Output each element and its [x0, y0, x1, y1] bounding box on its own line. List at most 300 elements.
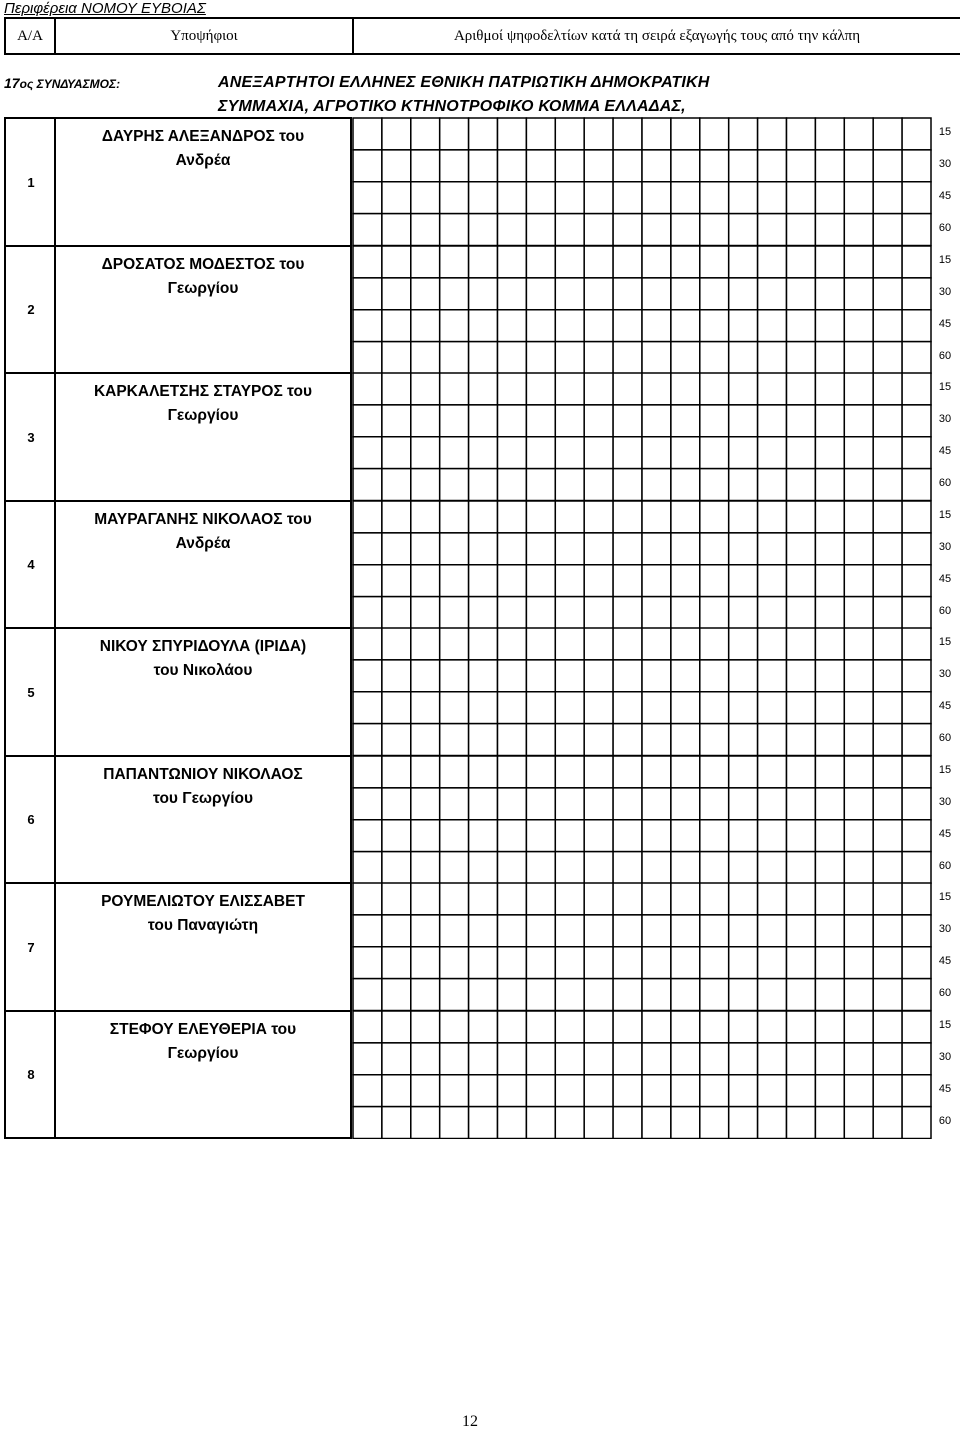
ballot-cell: [584, 405, 613, 437]
ballot-cell: [382, 182, 411, 214]
ballot-cell: [555, 533, 584, 565]
ballot-cell: [498, 1075, 527, 1107]
ballot-cell: [584, 469, 613, 501]
ballot-cell: [411, 628, 440, 660]
ballot-cell: [642, 788, 671, 820]
ballot-cell: [526, 883, 555, 915]
candidate-name-line1: ΔΡΟΣΑΤΟΣ ΜΟΔΕΣΤΟΣ του: [101, 256, 305, 273]
header-ballots: Αριθμοί ψηφοδελτίων κατά τη σειρά εξαγωγής τους από την κάλπη: [353, 18, 960, 54]
ballot-cell: [700, 724, 729, 756]
ballot-cell: [613, 1107, 642, 1139]
ballot-cell: [555, 342, 584, 374]
ballot-cell: [700, 597, 729, 629]
ballot-cell: [787, 1107, 816, 1139]
ballot-cell: [469, 182, 498, 214]
ballot-cell: [584, 501, 613, 533]
ballot-cell: [353, 182, 382, 214]
ballot-cell: [758, 724, 787, 756]
ballot-cell: [555, 246, 584, 278]
ballot-cell: [815, 692, 844, 724]
ballot-cell: [787, 565, 816, 597]
ballot-cell: [815, 883, 844, 915]
ballot-cell: [873, 692, 902, 724]
ballot-cell: [411, 501, 440, 533]
ballot-cell: [584, 628, 613, 660]
ballot-cell: [902, 501, 931, 533]
ballot-cell: [700, 628, 729, 660]
ballot-cell: [700, 915, 729, 947]
ballot-cell: [758, 246, 787, 278]
ballot-cell: [671, 278, 700, 310]
ballot-cell: [613, 979, 642, 1011]
ballot-cell: [700, 756, 729, 788]
ballot-cell: [844, 597, 873, 629]
ballot-cell: [844, 469, 873, 501]
ballot-cell: [440, 214, 469, 246]
ballot-cell: [902, 628, 931, 660]
ballot-cell: [787, 883, 816, 915]
ballot-cell: [844, 278, 873, 310]
ballot-cell: [671, 342, 700, 374]
ballot-grid: [352, 627, 932, 757]
ballot-cell: [440, 469, 469, 501]
tick-label: 45: [938, 828, 952, 840]
ballot-cell: [440, 852, 469, 884]
ballot-cell: [902, 533, 931, 565]
ballot-cell: [411, 947, 440, 979]
ballot-cell: [584, 852, 613, 884]
ballot-cell: [815, 756, 844, 788]
ballot-cell: [469, 405, 498, 437]
ballot-cell: [815, 565, 844, 597]
ballot-grid: [352, 755, 932, 884]
ballot-cell: [353, 660, 382, 692]
ballot-cell: [526, 118, 555, 150]
ballot-cell: [411, 660, 440, 692]
ballot-cell: [584, 660, 613, 692]
ballot-cell: [873, 150, 902, 182]
ballot-cell: [642, 852, 671, 884]
ballot-cell: [382, 373, 411, 405]
ballot-cell: [382, 278, 411, 310]
ballot-cell: [555, 310, 584, 342]
ballot-cell: [353, 437, 382, 469]
ballot-cell: [526, 405, 555, 437]
ballot-cell: [758, 373, 787, 405]
ballot-cell: [498, 597, 527, 629]
ballot-cell: [642, 501, 671, 533]
ballot-cell: [469, 724, 498, 756]
ballot-cell: [613, 565, 642, 597]
ballot-cell: [642, 915, 671, 947]
ballot-cell: [844, 118, 873, 150]
ballot-cell: [526, 342, 555, 374]
ballot-cell: [411, 469, 440, 501]
ballot-cell: [469, 565, 498, 597]
ballot-cell: [787, 852, 816, 884]
ballot-cell: [498, 565, 527, 597]
ballot-cell: [526, 947, 555, 979]
tick-label: 45: [938, 573, 952, 585]
ballot-cell: [642, 565, 671, 597]
ballot-cell: [353, 533, 382, 565]
ballot-cell: [873, 1043, 902, 1075]
ballot-cell: [411, 820, 440, 852]
ballot-cell: [729, 469, 758, 501]
ballot-cell: [902, 1043, 931, 1075]
ballot-cell: [411, 979, 440, 1011]
ballot-cell: [787, 469, 816, 501]
ballot-cell: [700, 660, 729, 692]
ballot-cell: [815, 628, 844, 660]
ballot-cell: [353, 1075, 382, 1107]
ballot-cell: [787, 628, 816, 660]
ballot-cell: [526, 150, 555, 182]
ballot-cell: [815, 150, 844, 182]
ballot-cell: [382, 820, 411, 852]
ballot-cell: [469, 310, 498, 342]
ballot-cell: [758, 1043, 787, 1075]
ballot-cell: [729, 724, 758, 756]
tick-label: 45: [938, 445, 952, 457]
ballot-cell: [729, 533, 758, 565]
candidate-name-line2: Γεωργίου: [167, 280, 239, 297]
alliance-name-line2: ΣΥΜΜΑΧΙΑ, ΑΓΡΟΤΙΚΟ ΚΤΗΝΟΤΡΟΦΙΚΟ ΚΟΜΜΑ ΕΛΛΑΔΑΣ,: [218, 98, 686, 115]
ballot-cell: [787, 533, 816, 565]
ballot-cell: [613, 692, 642, 724]
tick-label: 45: [938, 190, 952, 202]
ballot-cell: [873, 405, 902, 437]
ballot-cell: [787, 182, 816, 214]
ballot-cell: [440, 724, 469, 756]
ballot-cell: [613, 788, 642, 820]
ballot-cell: [613, 883, 642, 915]
ballot-cell: [411, 118, 440, 150]
ballot-cell: [382, 883, 411, 915]
ballot-cell: [844, 1011, 873, 1043]
ballot-cell: [902, 1011, 931, 1043]
ballot-cell: [584, 692, 613, 724]
ballot-cell: [469, 501, 498, 533]
ballot-cell: [758, 405, 787, 437]
ballot-cell: [758, 947, 787, 979]
ballot-cell: [700, 820, 729, 852]
ballot-cell: [642, 342, 671, 374]
tick-label: 30: [938, 541, 952, 553]
ballot-cell: [844, 1075, 873, 1107]
ballot-cell: [498, 1011, 527, 1043]
ballot-cell: [844, 437, 873, 469]
ballot-cell: [382, 342, 411, 374]
ballot-cell: [671, 1043, 700, 1075]
ballot-cell: [613, 947, 642, 979]
ballot-cell: [498, 756, 527, 788]
ballot-cell: [353, 692, 382, 724]
ballot-cell: [700, 342, 729, 374]
ballot-cell: [642, 628, 671, 660]
ballot-cell: [584, 1075, 613, 1107]
ballot-cell: [902, 373, 931, 405]
ballot-cell: [671, 1011, 700, 1043]
ballot-cell: [815, 947, 844, 979]
ballot-cell: [411, 405, 440, 437]
ballot-cell: [787, 915, 816, 947]
ballot-cell: [873, 788, 902, 820]
ballot-cell: [382, 1043, 411, 1075]
ballot-cell: [671, 373, 700, 405]
ballot-cell: [613, 724, 642, 756]
ballot-cell: [584, 373, 613, 405]
ballot-cell: [440, 150, 469, 182]
candidate-name-line1: ΔΑΥΡΗΣ ΑΛΕΞΑΝΔΡΟΣ του: [101, 128, 305, 145]
ballot-cell: [729, 660, 758, 692]
ballot-cell: [469, 820, 498, 852]
candidate-name-line2: Ανδρέα: [175, 152, 231, 169]
tick-label: 15: [938, 509, 952, 521]
ballot-cell: [671, 820, 700, 852]
ballot-cell: [671, 883, 700, 915]
tick-label: 30: [938, 796, 952, 808]
ballot-cell: [613, 597, 642, 629]
ballot-cell: [642, 692, 671, 724]
candidate-name: [54, 755, 352, 884]
ballot-cell: [787, 597, 816, 629]
ballot-cell: [555, 214, 584, 246]
ballot-cell: [526, 1043, 555, 1075]
ballot-cell: [815, 342, 844, 374]
ballot-cell: [584, 788, 613, 820]
ballot-cell: [815, 373, 844, 405]
tick-label: 30: [938, 668, 952, 680]
ballot-cell: [758, 628, 787, 660]
ballot-cell: [758, 437, 787, 469]
ballot-cell: [584, 150, 613, 182]
ballot-cell: [844, 788, 873, 820]
ballot-cell: [382, 915, 411, 947]
ballot-cell: [700, 788, 729, 820]
ballot-cell: [440, 501, 469, 533]
candidate-name: [54, 627, 352, 757]
ballot-cell: [758, 118, 787, 150]
ballot-cell: [873, 214, 902, 246]
ballot-cell: [844, 979, 873, 1011]
ballot-cell: [382, 628, 411, 660]
candidate-name-line2: του Νικολάου: [153, 662, 253, 679]
ballot-cell: [844, 1107, 873, 1139]
ballot-cell: [873, 373, 902, 405]
tick-label: 15: [938, 1019, 952, 1031]
ballot-cell: [498, 533, 527, 565]
ballot-cell: [498, 660, 527, 692]
ballot-cell: [902, 437, 931, 469]
ballot-cell: [815, 660, 844, 692]
candidate-number: 7: [4, 882, 56, 1012]
ballot-cell: [729, 915, 758, 947]
ballot-cell: [902, 883, 931, 915]
ballot-cell: [671, 214, 700, 246]
ballot-cell: [729, 756, 758, 788]
ballot-cell: [815, 533, 844, 565]
ballot-cell: [353, 310, 382, 342]
ballot-cell: [787, 118, 816, 150]
ballot-cell: [555, 405, 584, 437]
ballot-cell: [700, 1075, 729, 1107]
candidate-name-line2: του Παναγιώτη: [147, 917, 259, 934]
tick-label: 30: [938, 1051, 952, 1063]
ballot-cell: [353, 788, 382, 820]
ballot-cell: [382, 565, 411, 597]
ballot-cell: [642, 182, 671, 214]
ballot-cell: [584, 1107, 613, 1139]
ballot-cell: [787, 373, 816, 405]
ballot-cell: [700, 501, 729, 533]
alliance-name-line1: ΑΝΕΞΑΡΤΗΤΟΙ ΕΛΛΗΝΕΣ ΕΘΝΙΚΗ ΠΑΤΡΙΩΤΙΚΗ ΔΗΜΟΚΡΑΤΙΚΗ: [218, 74, 710, 91]
ballot-cell: [555, 820, 584, 852]
ballot-cell: [787, 1011, 816, 1043]
ballot-cell: [873, 660, 902, 692]
ballot-cell: [353, 246, 382, 278]
ballot-cell: [873, 820, 902, 852]
ballot-cell: [671, 437, 700, 469]
tick-label: 60: [938, 987, 952, 999]
ballot-cell: [584, 310, 613, 342]
ballot-cell: [353, 947, 382, 979]
ballot-cell: [498, 469, 527, 501]
ballot-cell: [526, 628, 555, 660]
ballot-cell: [382, 118, 411, 150]
ballot-cell: [787, 342, 816, 374]
ballot-cell: [873, 1075, 902, 1107]
ballot-grid: [352, 882, 932, 1012]
ballot-cell: [844, 533, 873, 565]
ballot-cell: [498, 278, 527, 310]
tick-label: 45: [938, 700, 952, 712]
ballot-cell: [700, 437, 729, 469]
ballot-cell: [353, 469, 382, 501]
ballot-cell: [844, 692, 873, 724]
ballot-cell: [584, 342, 613, 374]
ballot-cell: [469, 1075, 498, 1107]
tick-label: 30: [938, 413, 952, 425]
ballot-cell: [700, 118, 729, 150]
ballot-cell: [613, 246, 642, 278]
ballot-cell: [729, 692, 758, 724]
ballot-cell: [613, 852, 642, 884]
ballot-cell: [873, 437, 902, 469]
ballot-cell: [787, 1043, 816, 1075]
ballot-cell: [613, 820, 642, 852]
ballot-cell: [382, 660, 411, 692]
ballot-cell: [555, 437, 584, 469]
ballot-cell: [584, 214, 613, 246]
ballot-cell: [844, 182, 873, 214]
ballot-cell: [353, 756, 382, 788]
ballot-cell: [584, 947, 613, 979]
ballot-cell: [758, 852, 787, 884]
ballot-cell: [729, 788, 758, 820]
ballot-cell: [498, 342, 527, 374]
ballot-cell: [902, 788, 931, 820]
ballot-cell: [844, 501, 873, 533]
ballot-cell: [729, 437, 758, 469]
ballot-cell: [498, 310, 527, 342]
ballot-cell: [469, 469, 498, 501]
ballot-cell: [584, 597, 613, 629]
ballot-cell: [411, 915, 440, 947]
ballot-cell: [411, 1107, 440, 1139]
ballot-cell: [498, 883, 527, 915]
ballot-cell: [353, 373, 382, 405]
ballot-cell: [469, 373, 498, 405]
ballot-cell: [613, 278, 642, 310]
ballot-cell: [498, 788, 527, 820]
ballot-cell: [555, 660, 584, 692]
ballot-cell: [555, 1043, 584, 1075]
ballot-cell: [787, 979, 816, 1011]
ballot-cell: [700, 979, 729, 1011]
ballot-cell: [613, 214, 642, 246]
ballot-cell: [873, 979, 902, 1011]
candidate-number: 5: [4, 627, 56, 757]
ballot-cell: [584, 118, 613, 150]
ballot-cell: [498, 150, 527, 182]
ballot-cell: [642, 310, 671, 342]
ballot-cell: [758, 565, 787, 597]
ballot-cell: [469, 1107, 498, 1139]
ballot-cell: [555, 1075, 584, 1107]
ballot-cell: [902, 150, 931, 182]
ballot-cell: [469, 1043, 498, 1075]
ballot-cell: [671, 628, 700, 660]
ballot-cell: [873, 947, 902, 979]
ballot-cell: [498, 1043, 527, 1075]
ballot-cell: [815, 597, 844, 629]
ballot-cell: [498, 820, 527, 852]
ballot-cell: [584, 182, 613, 214]
ballot-cell: [873, 915, 902, 947]
ballot-cell: [613, 469, 642, 501]
ballot-cell: [873, 278, 902, 310]
ballot-cell: [440, 533, 469, 565]
ballot-cell: [729, 310, 758, 342]
ballot-cell: [353, 501, 382, 533]
ballot-cell: [498, 373, 527, 405]
ballot-cell: [758, 597, 787, 629]
ballot-cell: [584, 979, 613, 1011]
ballot-cell: [844, 628, 873, 660]
ballot-cell: [671, 405, 700, 437]
ballot-cell: [758, 469, 787, 501]
ballot-cell: [498, 501, 527, 533]
ballot-cell: [498, 947, 527, 979]
candidate-name-line2: Ανδρέα: [175, 535, 231, 552]
ballot-cell: [411, 310, 440, 342]
ballot-cell: [787, 660, 816, 692]
candidate-name-line2: του Γεωργίου: [152, 790, 254, 807]
ballot-cell: [844, 660, 873, 692]
tick-label: 30: [938, 286, 952, 298]
ballot-cell: [844, 246, 873, 278]
tick-label: 45: [938, 955, 952, 967]
ballot-cell: [440, 1107, 469, 1139]
ballot-cell: [758, 501, 787, 533]
ballot-cell: [815, 437, 844, 469]
ballot-cell: [902, 724, 931, 756]
ballot-cell: [584, 724, 613, 756]
ballot-cell: [353, 214, 382, 246]
ballot-cell: [729, 820, 758, 852]
ballot-cell: [440, 660, 469, 692]
